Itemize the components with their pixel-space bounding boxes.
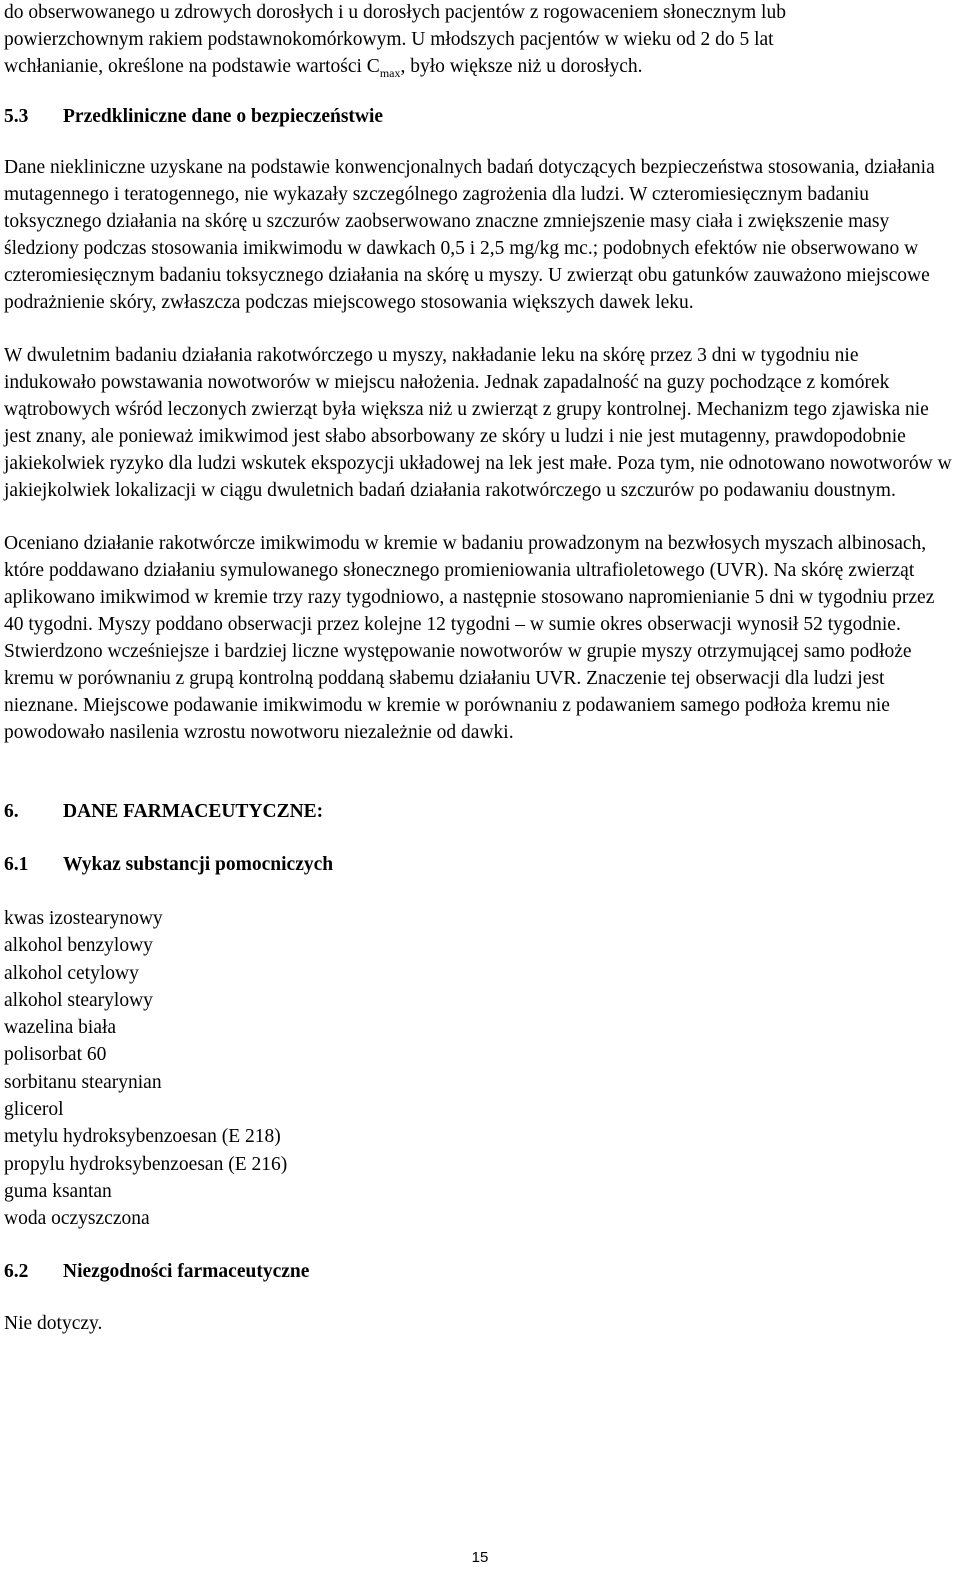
excipients-list	[4, 905, 954, 1233]
list-item: wazelina biała	[4, 1017, 117, 1039]
body-paragraph: W dwuletnim badaniu działania rakotwórczego u myszy, nakładanie leku na skórę przez 3 dni w tygodniu nie indukowało powstawania nowotworów w miejscu nałożenia. Jednak zapadalność na guzy pochodzące z komórek wątrobowych wśród leczonych zwierząt była większa niż u zwierząt z grupy kontrolnej. Mechanizm tego zjawiska nie jest znany, ale ponieważ imikwimod jest słabo absorbowany ze skóry u ludzi i nie jest mutagenny, prawdopodobnie jakiekolwiek ryzyko dla ludzi wskutek ekspozycji układowej na lek jest małe. Poza tym, nie odnotowano nowotworów w jakiejkolwiek lokalizacji w ciągu dwuletnich badań działania rakotwórczego u szczurów po podawaniu doustnym.	[4, 345, 952, 501]
section-heading-5-3	[4, 103, 954, 130]
cmax-subscript: max	[379, 65, 401, 80]
section-heading-6-2	[4, 1258, 954, 1285]
body-paragraph: Oceniano działanie rakotwórcze imikwimodu w kremie w badaniu prowadzonym na bezwłosych myszach albinosach, które poddawano działaniu symulowanego słonecznego promieniowania ultrafioletowego (UVR). Na skórę zwierząt aplikowano imikwimod w kremie trzy razy tygodniowo, a następnie stosowano napromienianie 5 dni w tygodniu przez 40 tygodni. Myszy poddano obserwacji przez kolejne 12 tygodni – w sumie okres obserwacji wynosił 52 tygodnie. Stwierdzono wcześniejsze i bardziej liczne występowanie nowotworów w grupie myszy otrzymującej samo podłoże kremu w porównaniu z grupą kontrolną poddaną słabemu działaniu UVR. Znaczenie tej obserwacji dla ludzi jest nieznane. Miejscowe podawanie imikwimodu w kremie w porównaniu z podawaniem samego podłoża kremu nie powodowało nasilenia wzrostu nowotworu niezależnie od dawki.	[4, 533, 935, 743]
intro-text: wchłanianie, określone na podstawie wartości C	[4, 56, 380, 77]
document-page	[4, 0, 954, 1337]
list-item: alkohol stearylowy	[4, 989, 153, 1011]
page-number: 15	[471, 1549, 489, 1566]
section-number: 6.	[4, 801, 19, 822]
section-title: Przedkliniczne dane o bezpieczeństwie	[63, 106, 384, 127]
list-item: propylu hydroksybenzoesan (E 216)	[4, 1153, 288, 1175]
list-item: alkohol cetylowy	[4, 962, 139, 984]
list-item: metylu hydroksybenzoesan (E 218)	[4, 1126, 281, 1148]
intro-text: , było większe niż u dorosłych.	[400, 56, 643, 77]
intro-line: do obserwowanego u zdrowych dorosłych i u dorosłych pacjentów z rogowaceniem słonecznym lub	[4, 2, 786, 23]
list-item: glicerol	[4, 1099, 64, 1121]
intro-line: powierzchownym rakiem podstawnokomórkowym. U młodszych pacjentów w wieku od 2 do 5 lat	[4, 29, 774, 50]
list-item: polisorbat 60	[4, 1044, 107, 1066]
section-title: Niezgodności farmaceutyczne	[63, 1260, 310, 1282]
intro-paragraph	[4, 0, 954, 80]
list-item: woda oczyszczona	[4, 1208, 150, 1230]
list-item: guma ksantan	[4, 1180, 112, 1202]
body-paragraph: Dane niekliniczne uzyskane na podstawie konwencjonalnych badań dotyczących bezpieczeństwa stosowania, działania mutagennego i teratogennego, nie wykazały szczególnego zagrożenia dla ludzi. W czteromiesięcznym badaniu toksycznego działania na skórę u szczurów zaobserwowano znaczne zmniejszenie masy ciała i zwiększenie masy śledziony podczas stosowania imikwimodu w dawkach 0,5 i 2,5 mg/kg mc.; podobnych efektów nie obserwowano w czteromiesięcznym badaniu toksycznego działania na skórę u myszy. U zwierząt obu gatunków zauważono miejscowe podrażnienie skóry, zwłaszcza podczas miejscowego stosowania większych dawek leku.	[4, 157, 935, 313]
intro-line	[4, 53, 954, 80]
list-item: alkohol benzylowy	[4, 935, 153, 957]
list-item: kwas izostearynowy	[4, 908, 163, 929]
section-title: DANE FARMACEUTYCZNE:	[63, 801, 324, 822]
section-title: Wykaz substancji pomocniczych	[63, 854, 334, 875]
section-number: 6.1	[4, 854, 29, 875]
body-paragraph: Nie dotyczy.	[4, 1312, 103, 1334]
section-number: 6.2	[4, 1260, 29, 1282]
list-item: sorbitanu stearynian	[4, 1071, 162, 1093]
section-heading-6-1	[4, 851, 954, 878]
section-number: 5.3	[4, 106, 29, 127]
section-heading-6	[4, 798, 954, 825]
